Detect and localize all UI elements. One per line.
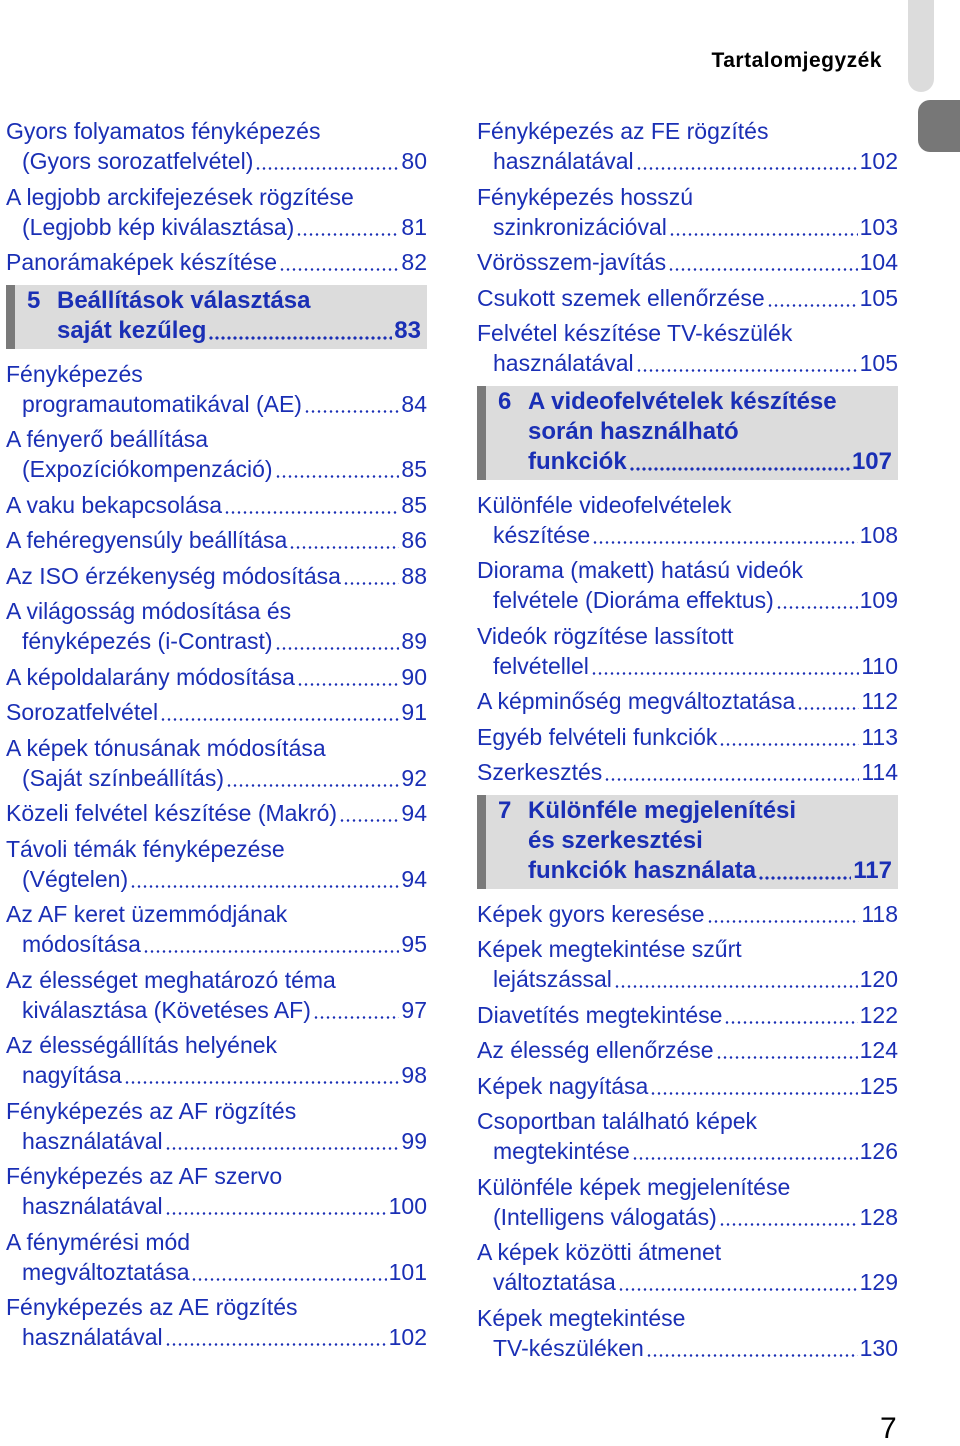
toc-entry-text: A fehéregyensúly beállítása [6,527,288,553]
toc-entry[interactable] [6,899,427,965]
toc-page-number: 91 [401,699,427,725]
dot-leader [165,1343,387,1346]
toc-entry-line: A fénymérési mód [6,1228,191,1255]
toc-entry[interactable] [477,182,898,248]
chapter-title-line: A videofelvételek készítése [528,387,837,415]
top-edge-tab [908,0,934,92]
toc-entry[interactable] [477,722,898,758]
toc-page-number: 105 [859,350,898,376]
toc-entry-text: felvétele (Dioráma effektus) [493,587,774,613]
dot-leader [650,1092,857,1095]
toc-entry[interactable] [477,318,898,384]
dot-leader [297,683,399,686]
dot-leader [191,1278,386,1281]
chapter-title-text: saját kezűleg [57,316,207,344]
toc-entry-line: Fényképezés az AE rögzítés [6,1294,298,1320]
toc-entry-line: Az AF keret üzemmódjának [6,901,288,927]
toc-page-number: 113 [861,723,898,750]
toc-page-number: 110 [861,652,898,679]
dot-leader [343,582,399,585]
toc-entry-last-line [477,247,898,277]
toc-column-right [477,116,898,1368]
dot-leader [226,784,399,787]
dot-leader [724,1021,857,1024]
chapter-title [57,286,421,346]
toc-entry[interactable] [6,561,427,597]
dot-leader [618,1288,858,1291]
toc-entry-text: változtatása [493,1269,616,1295]
toc-entry-text: Az ISO érzékenység módosítása [6,562,341,589]
dot-leader [636,167,858,170]
dot-leader [160,718,399,721]
chapter-page-number: 83 [394,316,421,344]
toc-entry-last-line [6,454,427,484]
toc-entry-last-line [477,1071,898,1101]
toc-entry[interactable] [477,1071,898,1107]
toc-entry-text: Közeli felvétel készítése (Makró) [6,800,338,826]
toc-entry-line: Fényképezés az FE rögzítés [477,118,769,144]
toc-entry-last-line [477,722,898,752]
dot-leader [767,304,858,307]
toc-entry-text: használatával [22,1193,163,1219]
toc-entry[interactable] [6,662,427,698]
toc-entry[interactable] [6,424,427,490]
toc-entry[interactable] [477,1172,898,1238]
toc-entry-last-line [6,1191,427,1221]
toc-entry-text: használatával [493,350,634,376]
dot-leader [275,475,400,478]
toc-entry[interactable] [477,116,898,182]
toc-entry-last-line [477,283,898,313]
toc-entry-text: Sorozatfelvétel [6,699,159,725]
dot-leader [758,876,851,880]
section-thumb-tab [918,100,960,152]
toc-entry-last-line [477,651,898,681]
toc-entry[interactable] [6,116,427,182]
toc-page-number: 84 [401,390,427,417]
toc-entry[interactable] [6,697,427,733]
toc-entry-last-line [6,247,427,277]
toc-page-number: 88 [401,562,427,589]
toc-entry-text: A képoldalarány módosítása [6,663,295,690]
toc-entry-line: Fényképezés hosszú [477,183,694,210]
toc-entry-text: felvétellel [493,652,589,679]
chapter-row [27,286,421,346]
toc-entry-line: A fényerő beállítása [6,426,209,452]
toc-page-number: 102 [388,1324,427,1350]
toc-entry-line: A képek tónusának módosítása [6,734,326,761]
toc-page-number: 101 [388,1258,427,1285]
toc-entry-last-line [477,1000,898,1030]
toc-entry-text: használatával [493,148,634,174]
toc-entry-text: Diavetítés megtekintése [477,1001,723,1028]
chapter-title-text: funkciók használata [528,856,757,884]
toc-page-number: 94 [401,865,427,892]
dot-leader [143,950,400,953]
toc-entry-line: A legjobb arckifejezések rögzítése [6,183,354,210]
toc-entry-line: Felvétel készítése TV-készülék [477,320,793,346]
toc-entry-last-line [6,389,427,419]
chapter-heading[interactable] [477,386,898,480]
dot-leader [591,672,859,675]
toc-entry-text: (Végtelen) [22,865,129,892]
toc-entry[interactable] [6,359,427,425]
toc-entry-line: Különféle videofelvételek [477,491,732,518]
toc-page-number: 112 [861,688,898,714]
chapter-row [498,796,892,886]
toc-entry-text: használatával [22,1324,163,1350]
toc-entry-text: Egyéb felvételi funkciók [477,723,718,750]
chapter-page-number: 117 [853,856,892,884]
toc-page-number: 81 [401,213,427,240]
toc-page-number: 100 [388,1193,427,1219]
dot-leader [279,268,399,271]
dot-leader [646,1354,858,1357]
toc-entry[interactable] [6,1227,427,1293]
toc-entry[interactable] [6,1030,427,1096]
toc-page-number: 109 [859,587,898,613]
dot-leader [275,647,400,650]
dot-leader [797,707,859,710]
toc-entry-text: (Saját színbeállítás) [22,764,224,791]
toc-entry-text: A képminőség megváltoztatása [477,688,796,714]
page-header-title: Tartalomjegyzék [711,49,882,72]
toc-entry[interactable] [6,965,427,1031]
toc-entry[interactable] [6,834,427,900]
toc-entry[interactable] [477,490,898,556]
toc-page-number: 104 [859,249,898,275]
toc-entry-last-line [477,585,898,615]
dot-leader [255,167,399,170]
toc-entry-last-line [477,520,898,550]
toc-page-number: 90 [401,663,427,690]
toc-entry-line: Fényképezés az AF rögzítés [6,1097,297,1124]
chapter-title-last-line [528,856,892,886]
toc-entry-line: A képek közötti átmenet [477,1239,722,1265]
toc-page-number: 92 [401,764,427,791]
chapter-title [528,796,892,886]
dot-leader [604,778,859,781]
toc-entry-text: Képek nagyítása [477,1072,649,1099]
dot-leader [165,1147,400,1150]
toc-entry[interactable] [477,686,898,722]
toc-entry[interactable] [6,525,427,561]
toc-entry-last-line [6,662,427,692]
toc-entry-last-line [6,697,427,727]
toc-entry-text: Képek gyors keresése [477,900,705,927]
chapter-title-text: funkciók [528,447,627,475]
toc-entry-text: fényképezés (i-Contrast) [22,628,273,654]
toc-entry-text: Panorámaképek készítése [6,249,278,275]
toc-entry-text: Vörösszem-javítás [477,249,667,275]
toc-entry-last-line [477,1267,898,1297]
dot-leader [668,268,857,271]
toc-entry[interactable] [6,1292,427,1358]
chapter-title [528,387,892,477]
chapter-row [498,387,892,477]
toc-entry-line: Képek megtekintése szűrt [477,936,742,962]
toc-entry-line: Képek megtekintése [477,1304,686,1331]
dot-leader [165,1212,387,1215]
toc-entry[interactable] [6,247,427,283]
chapter-title-last-line [57,316,421,346]
toc-entry[interactable] [477,621,898,687]
toc-entry-text: (Legjobb kép kiválasztása) [22,213,295,240]
dot-leader [636,369,858,372]
chapter-title-line: Különféle megjelenítési [528,796,797,824]
toc-entry-last-line [6,763,427,793]
dot-leader [304,410,399,413]
toc-entry[interactable] [477,1106,898,1172]
toc-entry-last-line [477,348,898,378]
toc-entry[interactable] [6,798,427,834]
toc-entry-line: Gyors folyamatos fényképezés [6,118,321,144]
toc-entry-text: Szerkesztés [477,759,603,785]
toc-entry[interactable] [477,757,898,793]
toc-entry[interactable] [6,1096,427,1162]
chapter-title-last-line [528,447,892,477]
toc-page-number: 122 [859,1001,898,1028]
chapter-number: 7 [498,796,512,824]
toc-page-number: 120 [859,966,898,992]
toc-entry-text: megváltoztatása [22,1258,190,1285]
toc-entry-text: Csukott szemek ellenőrzése [477,284,765,311]
toc-entry-last-line [477,757,898,787]
toc-entry-text: Az élesség ellenőrzése [477,1037,714,1063]
toc-entry-last-line [477,964,898,994]
toc-page-number: 102 [859,148,898,174]
toc-entry-last-line [6,798,427,828]
toc-page-number: 105 [859,284,898,311]
toc-entry-text: készítése [493,521,591,548]
toc-entry-text: TV-készüléken [493,1334,644,1361]
toc-entry-line: Az élességet meghatározó téma [6,966,336,993]
toc-entry-line: Videók rögzítése lassított [477,622,734,649]
chapter-heading[interactable] [6,285,427,349]
dot-leader [719,1223,858,1226]
toc-entry-text: (Gyors sorozatfelvétel) [22,148,254,174]
toc-page-number: 125 [859,1072,898,1099]
toc-entry-text: kiválasztása (Követéses AF) [22,996,311,1023]
toc-entry[interactable] [6,490,427,526]
toc-page-number: 108 [859,521,898,548]
dot-leader [339,819,399,822]
toc-entry-last-line [6,1322,427,1352]
dot-leader [776,606,858,609]
chapter-title-line: Beállítások választása [57,286,311,314]
chapter-number: 6 [498,387,512,415]
toc-entry-text: nagyítása [22,1062,122,1088]
dot-leader [632,1157,858,1160]
toc-entry-text: megtekintése [493,1138,630,1164]
toc-entry-last-line [6,1257,427,1287]
toc-entry-line: Fényképezés [6,360,143,387]
toc-entry-last-line [6,929,427,959]
toc-entry[interactable] [477,283,898,319]
toc-page-number: 126 [859,1138,898,1164]
dot-leader [707,920,860,923]
page-number: 7 [880,1412,897,1445]
toc-page-number: 130 [859,1334,898,1361]
toc-entry[interactable] [477,1303,898,1369]
toc-page-number: 114 [861,759,898,785]
toc-page-number: 128 [859,1203,898,1230]
toc-entry-last-line [477,1202,898,1232]
toc-entry-text: (Intelligens válogatás) [493,1203,717,1230]
toc-entry[interactable] [477,899,898,935]
dot-leader [130,885,399,888]
toc-entry-line: Különféle képek megjelenítése [477,1173,791,1200]
toc-page-number: 86 [401,527,427,553]
toc-entry[interactable] [477,247,898,283]
toc-entry-last-line [6,561,427,591]
chapter-number: 5 [27,286,41,314]
toc-entry-text: programautomatikával (AE) [22,390,302,417]
dot-leader [629,467,850,471]
toc-entry-line: Diorama (makett) hatású videók [477,557,803,583]
toc-page-number: 85 [401,456,427,482]
toc-entry-last-line [6,864,427,894]
toc-page-number: 95 [401,931,427,957]
toc-entry[interactable] [6,596,427,662]
toc-column-left [6,116,427,1358]
toc-entry-last-line [477,1333,898,1363]
toc-entry-line: Az élességállítás helyének [6,1032,278,1058]
toc-page-number: 103 [859,213,898,240]
toc-page-number: 94 [401,800,427,826]
toc-entry-line: Csoportban található képek [477,1108,758,1134]
toc-entry-last-line [477,686,898,716]
dot-leader [224,511,399,514]
toc-entry-text: A vaku bekapcsolása [6,491,223,518]
toc-entry-last-line [6,995,427,1025]
toc-page-number: 98 [401,1062,427,1088]
toc-entry-last-line [6,490,427,520]
toc-entry-text: módosítása [22,931,141,957]
toc-entry-last-line [6,212,427,242]
toc-page-number: 124 [859,1037,898,1063]
toc-page-number: 118 [861,900,898,927]
dot-leader [313,1016,400,1019]
dot-leader [592,541,857,544]
toc-entry-last-line [6,1126,427,1156]
dot-leader [614,985,858,988]
toc-entry-line: A világosság módosítása és [6,598,292,624]
dot-leader [296,233,399,236]
toc-entry-line: Távoli témák fényképezése [6,835,285,862]
dot-leader [719,743,859,746]
toc-entry[interactable] [477,1237,898,1303]
toc-entry-last-line [477,1035,898,1065]
dot-leader [716,1056,858,1059]
toc-entry[interactable] [6,1161,427,1227]
toc-page-number: 97 [401,996,427,1023]
toc-page-number: 99 [401,1127,427,1154]
toc-entry-text: használatával [22,1127,163,1154]
toc-entry[interactable] [6,733,427,799]
toc-entry-last-line [477,146,898,176]
toc-entry[interactable] [477,555,898,621]
toc-entry[interactable] [477,934,898,1000]
toc-page-number: 82 [401,249,427,275]
chapter-title-line: és szerkesztési [528,826,703,854]
dot-leader [124,1081,400,1084]
toc-entry[interactable] [477,1035,898,1071]
toc-entry-text: szinkronizációval [493,213,667,240]
chapter-heading[interactable] [477,795,898,889]
toc-page-number: 80 [401,148,427,174]
toc-entry-line: Fényképezés az AF szervo [6,1163,283,1189]
toc-entry-text: (Expozíciókompenzáció) [22,456,273,482]
toc-entry-last-line [477,1136,898,1166]
toc-entry-text: lejátszással [493,966,612,992]
toc-entry[interactable] [477,1000,898,1036]
toc-entry-last-line [6,1060,427,1090]
toc-page-number: 89 [401,628,427,654]
toc-entry-last-line [6,626,427,656]
toc-entry-last-line [6,525,427,555]
chapter-page-number: 107 [851,447,892,475]
toc-page-number: 85 [401,491,427,518]
dot-leader [208,336,392,340]
dot-leader [669,233,858,236]
chapter-title-line: során használható [528,417,739,445]
dot-leader [289,546,399,549]
toc-entry[interactable] [6,182,427,248]
toc-entry-last-line [477,212,898,242]
toc-page-number: 129 [859,1269,898,1295]
toc-entry-last-line [6,146,427,176]
toc-entry-last-line [477,899,898,929]
